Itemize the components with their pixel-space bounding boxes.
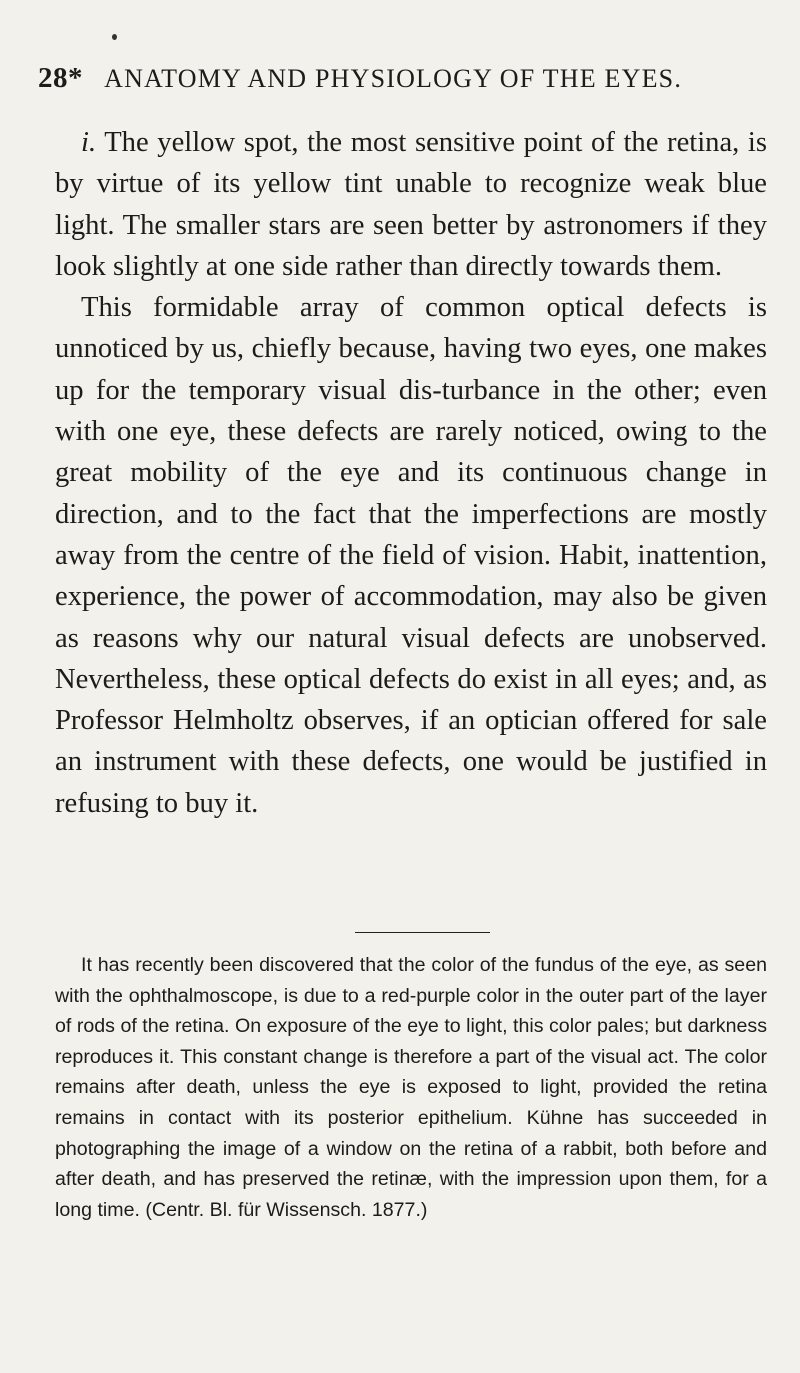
ink-speck [112, 34, 117, 40]
page-header [38, 62, 738, 102]
item-letter: i. [81, 127, 97, 158]
paragraph-yellow-spot [55, 122, 767, 287]
main-text [55, 122, 767, 824]
running-title: ANATOMY AND PHYSIOLOGY OF THE EYES. [104, 64, 683, 93]
footnote: It has recently been discovered that the color of the fundus of the eye, as seen with the ophthalmoscope, is due to a red-purple color in the outer part of the layer of rods of the retina. On exposure of the eye to light, this color pales; but darkness reproduces it. This constant change is therefore a part of the visual act. The color remains after death, unless the eye is exposed to light, provided the retina remains in contact with its posterior epithelium. Kühne has succeeded in photographing the image of a window on the retina of a rabbit, both before and after death, and has preserved the retinæ, with the impression upon them, for a long time. (Centr. Bl. für Wissensch. 1877.) [55, 954, 767, 1221]
paragraph-1-text: The yellow spot, the most sensitive point of the retina, is by virtue of its yellow tint unable to recognize weak blue light. The smaller stars are seen better by astronomers if they look slightly at one side rather than directly towards them. [55, 127, 767, 282]
page-number: 28* [38, 62, 83, 94]
footnote-divider [355, 932, 490, 933]
paragraph-optical-defects: This formidable array of common optical defects is unnoticed by us, chiefly because, having two eyes, one makes up for the temporary visual dis-turbance in the other; even with one eye, these defects are rarely noticed, owing to the great mobility of the eye and its continuous change in direction, and to the fact that the imperfections are mostly away from the centre of the field of vision. Habit, inattention, experience, the power of accommodation, may also be given as reasons why our natural visual defects are unobserved. Nevertheless, these optical defects do exist in all eyes; and, as Professor Helmholtz observes, if an optician offered for sale an instrument with these defects, one would be justified in refusing to buy it. [55, 292, 767, 819]
